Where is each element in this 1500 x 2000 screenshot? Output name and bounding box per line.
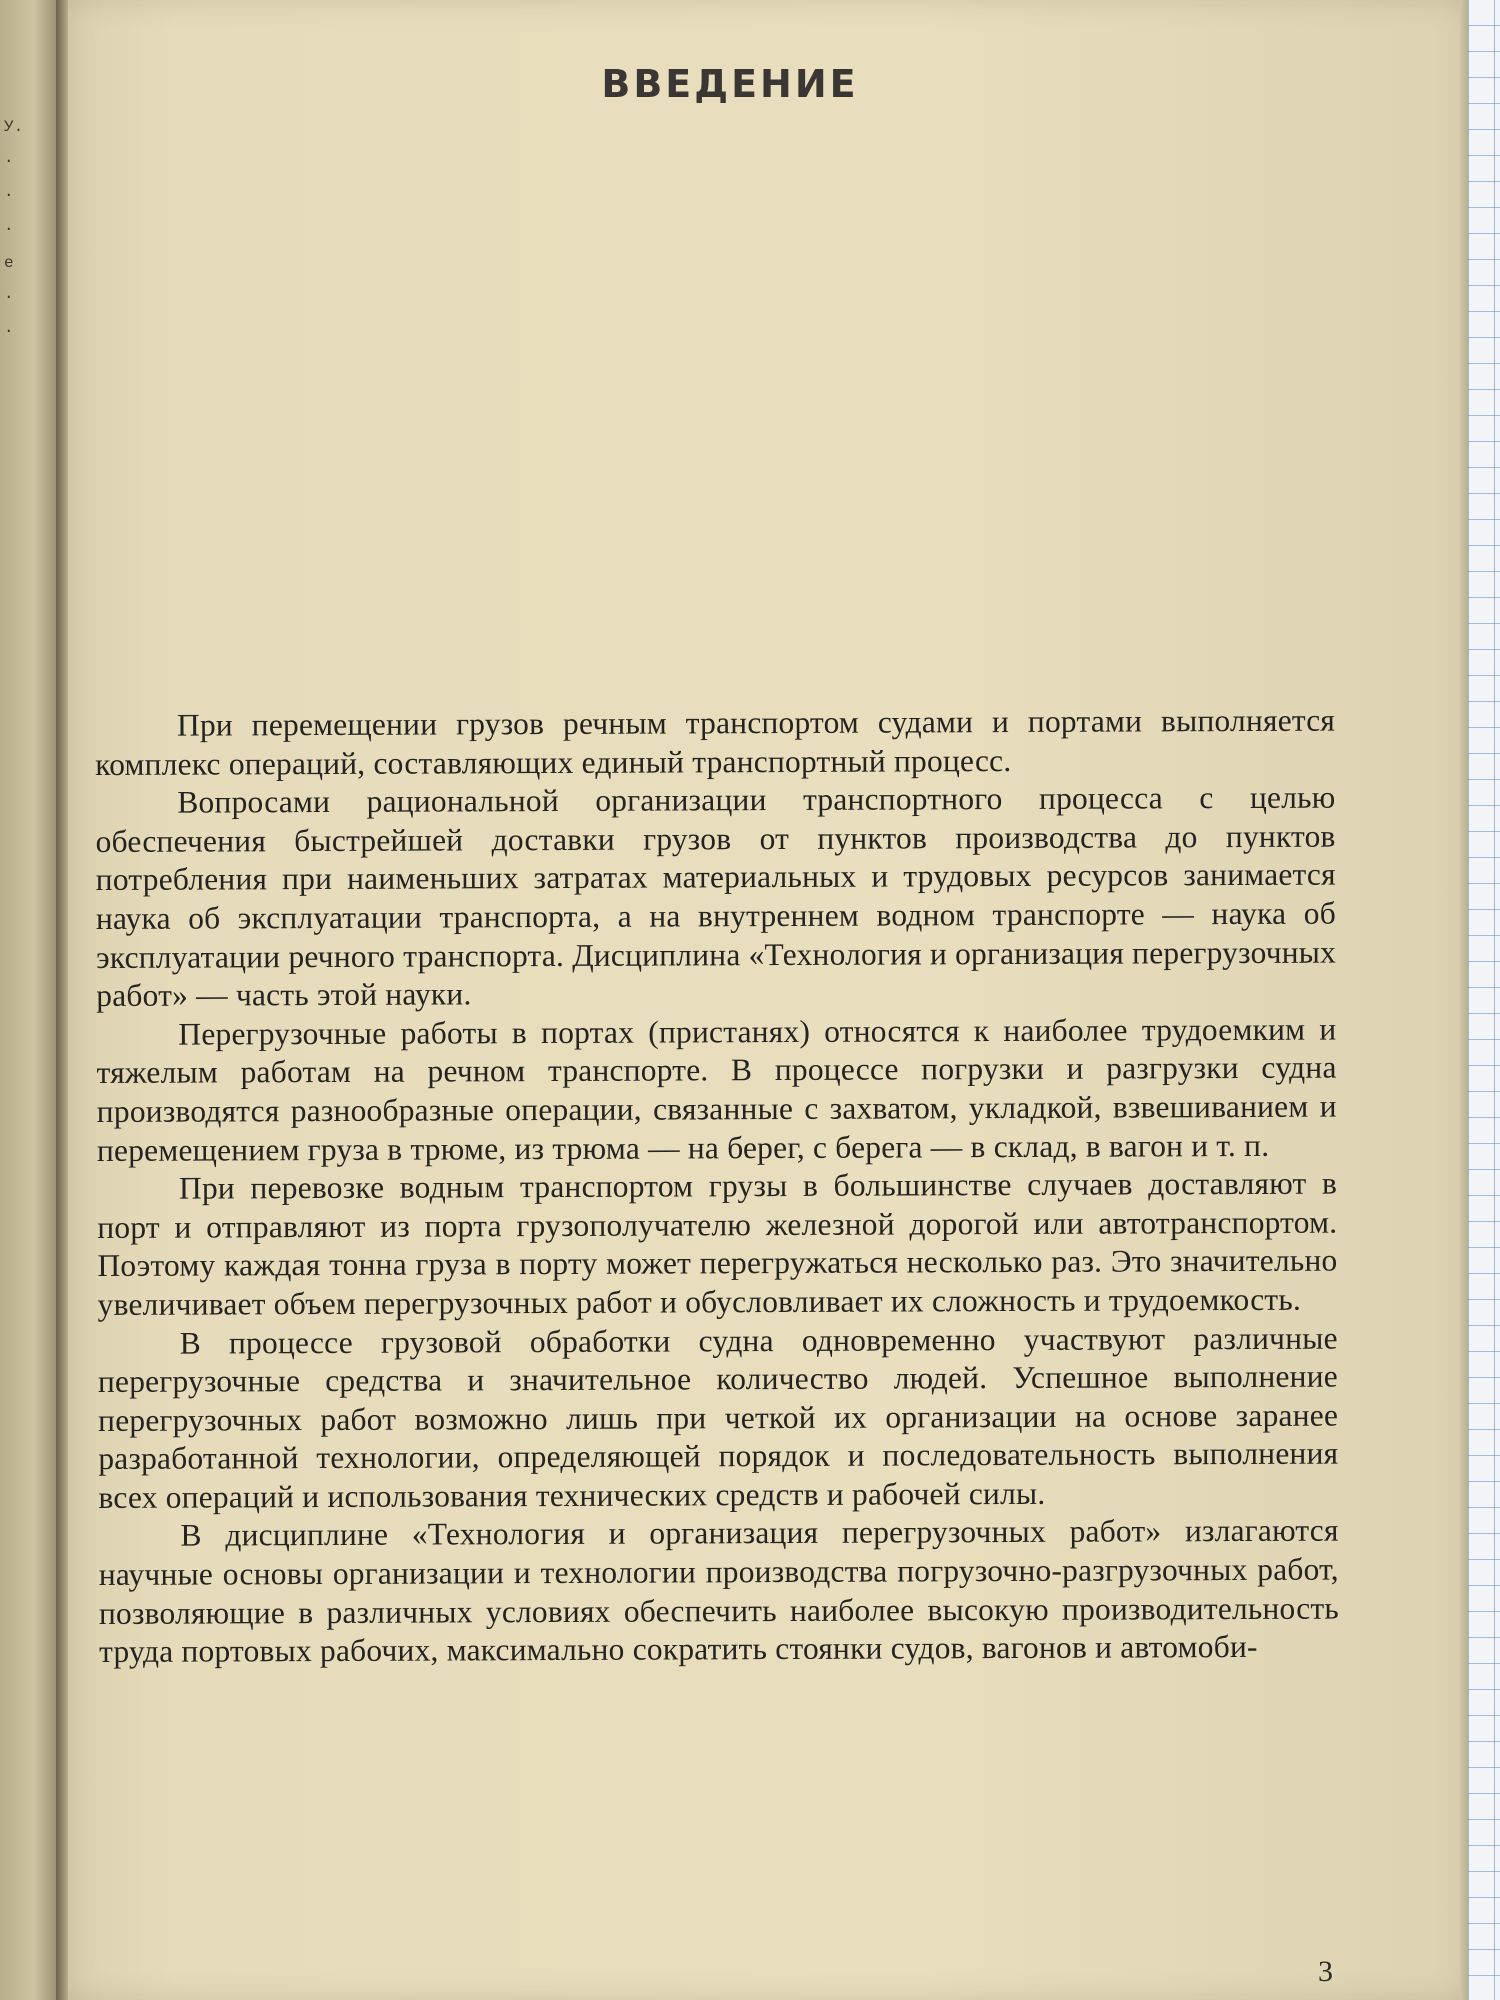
grid-paper-background	[1468, 0, 1500, 2000]
page-number: 3	[1318, 1955, 1333, 1988]
body-text	[95, 702, 1339, 1672]
paragraph-5: В процессе грузовой обработки судна одновременно участвуют различные перегрузочные средства и значительное количество людей. Успешное выполнение перегрузочных работ возможно лишь при четкой их организации на основе заранее разработанной технологии, определяющей порядок и последовательность выполнения всех операций и использования технических средств и рабочей силы.	[97, 1320, 1339, 1515]
paragraph-4: При перевозке водным транспортом грузы в большинстве случаев доставляют в порт и отправляют из порта грузополучателю железной дорогой или автотранспортом. Поэтому каждая тонна груза в порту может перегружаться несколько раз. Это значительно увеличивает объем перегрузочных работ и обусловливает их сложность и трудоемкость.	[97, 1165, 1338, 1322]
left-mark: ·	[4, 322, 14, 340]
left-mark: ·	[4, 152, 14, 170]
paragraph-6: В дисциплине «Технология и организация перегрузочных работ» излагаются научные основы организации и технологии производства погрузочно-разгрузочных работ, позволяющие в различных условиях обеспечить наиболее высокую производительность труда портовых рабочих, максимально сократить стоянки судов, вагонов и автомоби-	[98, 1513, 1340, 1670]
left-mark: ·	[4, 220, 14, 238]
left-page-edge	[0, 0, 62, 2000]
paragraph-3: Перегрузочные работы в портах (пристанях) относятся к наиболее трудоемким и тяжелым работам на речном транспорте. В процессе погрузки и разгрузки судна производятся разнообразные операции, связанные с захватом, укладкой, взвешиванием и перемещением груза в трюме, из трюма — на берег, с берега — в склад, в вагон и т. п.	[96, 1011, 1337, 1168]
chapter-title: ВВЕДЕНИЕ	[601, 62, 859, 106]
left-page-marks	[4, 110, 24, 348]
left-mark: ·	[4, 288, 14, 306]
left-mark: е	[4, 254, 14, 272]
paragraph-1: При перемещении грузов речным транспортом судами и портами выполняется комплекс операций, составляющих единый транспортный процесс.	[95, 702, 1336, 782]
left-mark: У.	[4, 118, 24, 136]
paragraph-2: Вопросами рациональной организации транспортного процесса с целью обеспечения быстрейшей доставки грузов от пунктов производства до пунктов потребления при наименьших затратах материальных и трудовых ресурсов занимается наука об эксплуатации транспорта, а на внутреннем водном транспорте — наука об эксплуатации речного транспорта. Дисциплина «Технология и организация перегрузочных работ» — часть этой науки.	[95, 779, 1337, 1014]
left-mark: ·	[4, 186, 14, 204]
